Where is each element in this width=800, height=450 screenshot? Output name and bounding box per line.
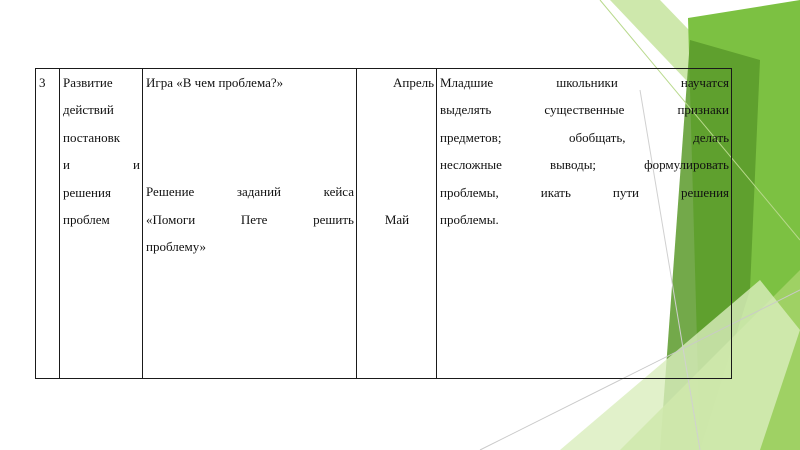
result-line: проблемы. xyxy=(440,212,499,228)
result-cell xyxy=(437,69,732,379)
row-number-cell xyxy=(36,69,60,379)
month-may: Май xyxy=(384,211,410,227)
activity-line: Решение заданий кейса xyxy=(146,184,354,200)
month-cell xyxy=(357,69,437,379)
result-line: предметов; обобщать, делать xyxy=(440,129,729,145)
result-line: несложные выводы; формулировать xyxy=(440,157,729,173)
goal-cell xyxy=(60,69,143,379)
goal-line: проблем xyxy=(63,212,110,228)
goal-line: и и xyxy=(63,157,140,173)
month-april: Апрель xyxy=(392,75,434,90)
goal-line: действий xyxy=(63,102,114,118)
table-row xyxy=(36,69,732,379)
result-line: проблемы, икать пути решения xyxy=(440,184,729,200)
goal-line: постановк xyxy=(63,129,121,145)
goal-line: решения xyxy=(63,184,111,200)
plan-table xyxy=(35,68,732,379)
goal-line: Развитие xyxy=(63,75,113,90)
activity-line: «Помоги Пете решить xyxy=(146,211,354,227)
activity-line: проблему» xyxy=(146,239,207,255)
activity-title: Игра «В чем проблема?» xyxy=(146,75,284,90)
result-line: выделять существенные признаки xyxy=(440,102,729,118)
activity-cell xyxy=(143,69,357,379)
result-line: Младшие школьники научатся xyxy=(440,75,729,90)
row-number: 3 xyxy=(39,75,46,90)
